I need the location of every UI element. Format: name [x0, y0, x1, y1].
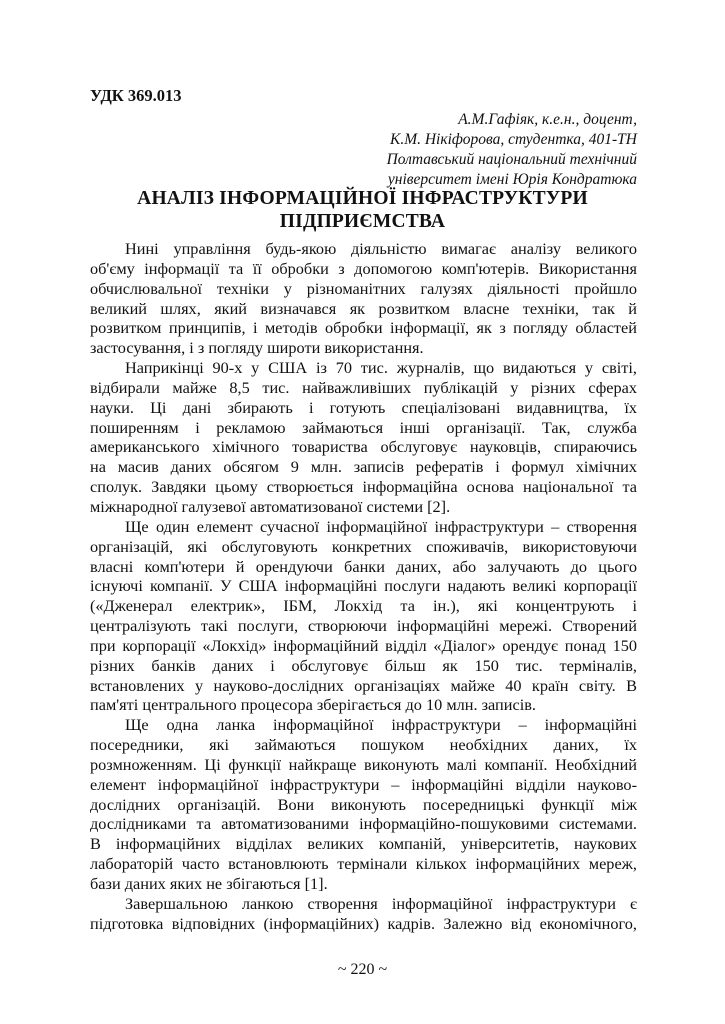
title-line: АНАЛІЗ ІНФОРМАЦІЙНОЇ ІНФРАСТРУКТУРИ: [137, 188, 588, 209]
text-line: обчислювальної техніки у різноманітних галузях діяльності пройшло: [90, 278, 637, 298]
text-line: підготовка відповідних (інформаційних) кадрів. Залежно від економічного,: [90, 913, 637, 933]
text-line: Ще один елемент сучасної інформаційної інфраструктури – створення: [125, 516, 637, 536]
text-line: відбирали майже 8,5 тис. найважливіших публікацій у різних сферах: [90, 377, 637, 397]
udk-code: УДК 369.013: [90, 86, 182, 105]
text-line: об'єму інформації та її обробки з допомогою комп'ютерів. Використання: [90, 258, 637, 278]
text-line: міжнародної галузевої автоматизованої системи [2].: [90, 496, 451, 516]
article-title: [60, 187, 665, 233]
text-line: науки. Ці дані збирають і готують спеціалізовані видавництва, їх: [90, 397, 637, 417]
text-line: великий шлях, який визначався як розвитком власне техніки, так й: [90, 298, 637, 318]
text-line: встановлених у науково-дослідних організаціях майже 40 країн світу. В: [90, 675, 637, 695]
text-line: В інформаційних відділах великих компаній, університетів, наукових: [90, 834, 637, 854]
text-line: пам'яті центрального процесора зберігається до 10 млн. записів.: [90, 695, 536, 715]
text-line: сполук. Завдяки цьому створюється інформаційна основа національної та: [90, 477, 637, 497]
text-line: («Дженерал електрик», ІБМ, Локхід та ін.), які концентрують і: [90, 596, 637, 616]
text-line: розмноженням. Ці функції найкраще виконують малі компанії. Необхідний: [90, 754, 637, 774]
paragraph: [90, 715, 637, 894]
text-line: на масив даних обсягом 9 млн. записів рефератів і формул хімічних: [90, 457, 637, 477]
text-line: власні комп'ютери й орендуючи банки даних, або залучають до цього: [90, 556, 637, 576]
text-line: американського хімічного товариства обслуговує науковців, спираючись: [90, 437, 637, 457]
text-line: при корпорації «Локхід» інформаційний відділ «Діалог» орендує понад 150: [90, 635, 637, 655]
text-line: організацій, які обслуговують конкретних споживачів, використовуючи: [90, 536, 637, 556]
paragraph: [90, 239, 637, 358]
text-line: елемент інформаційної інфраструктури – інформаційні відділи науково-: [90, 774, 637, 794]
paragraph: [90, 894, 637, 934]
text-line: дослідниками та автоматизованими інформаційно-пошуковими системами.: [90, 814, 637, 834]
text-line: Наприкінці 90-х у США із 70 тис. журналів, що видаються у світі,: [125, 358, 637, 378]
text-line: централізують такі послуги, створюючи інформаційні мережі. Створений: [90, 616, 637, 636]
text-line: бази даних яких не збігаються [1].: [90, 874, 328, 893]
text-line: поширенням і рекламою займаються інші організації. Так, служба: [90, 417, 637, 437]
author-line: К.М. Нікіфорова, студентка, 401-ТН: [390, 131, 637, 148]
text-line: різних банків даних і обслуговує більш як 150 тис. терміналів,: [90, 655, 637, 675]
text-line: Завершальною ланкою створення інформаційної інфраструктури є: [125, 893, 637, 913]
affiliation-line: Полтавський національний технічний: [386, 151, 637, 168]
paragraph: [90, 517, 637, 715]
paragraph: [90, 358, 637, 517]
text-line: існуючі компанії. У США інформаційні послуги надають великі корпорації: [90, 576, 637, 596]
text-line: Ще одна ланка інформаційної інфраструктури – інформаційні: [125, 715, 637, 735]
text-line: розвитком принципів, і методів обробки інформації, як з погляду областей: [90, 318, 637, 338]
text-line: Нині управління будь-якою діяльністю вимагає аналізу великого: [125, 239, 637, 258]
text-line: посередники, які займаються пошуком необхідних даних, їх: [90, 735, 637, 755]
author-block: [387, 110, 637, 190]
title-line: ПІДПРИЄМСТВА: [279, 211, 446, 232]
author-line: А.М.Гафіяк, к.е.н., доцент,: [458, 111, 637, 128]
article-body: [90, 239, 637, 934]
page-number: ~ 220 ~: [337, 961, 388, 978]
text-line: дослідних організацій. Вони виконують посередницькі функції між: [90, 794, 637, 814]
text-line: лабораторій часто встановлюють термінали кількох інформаційних мереж,: [90, 854, 637, 874]
affiliation-line: університет імені Юрія Кондратюка: [387, 171, 637, 188]
text-line: застосування, і з погляду широти використання.: [90, 338, 424, 358]
